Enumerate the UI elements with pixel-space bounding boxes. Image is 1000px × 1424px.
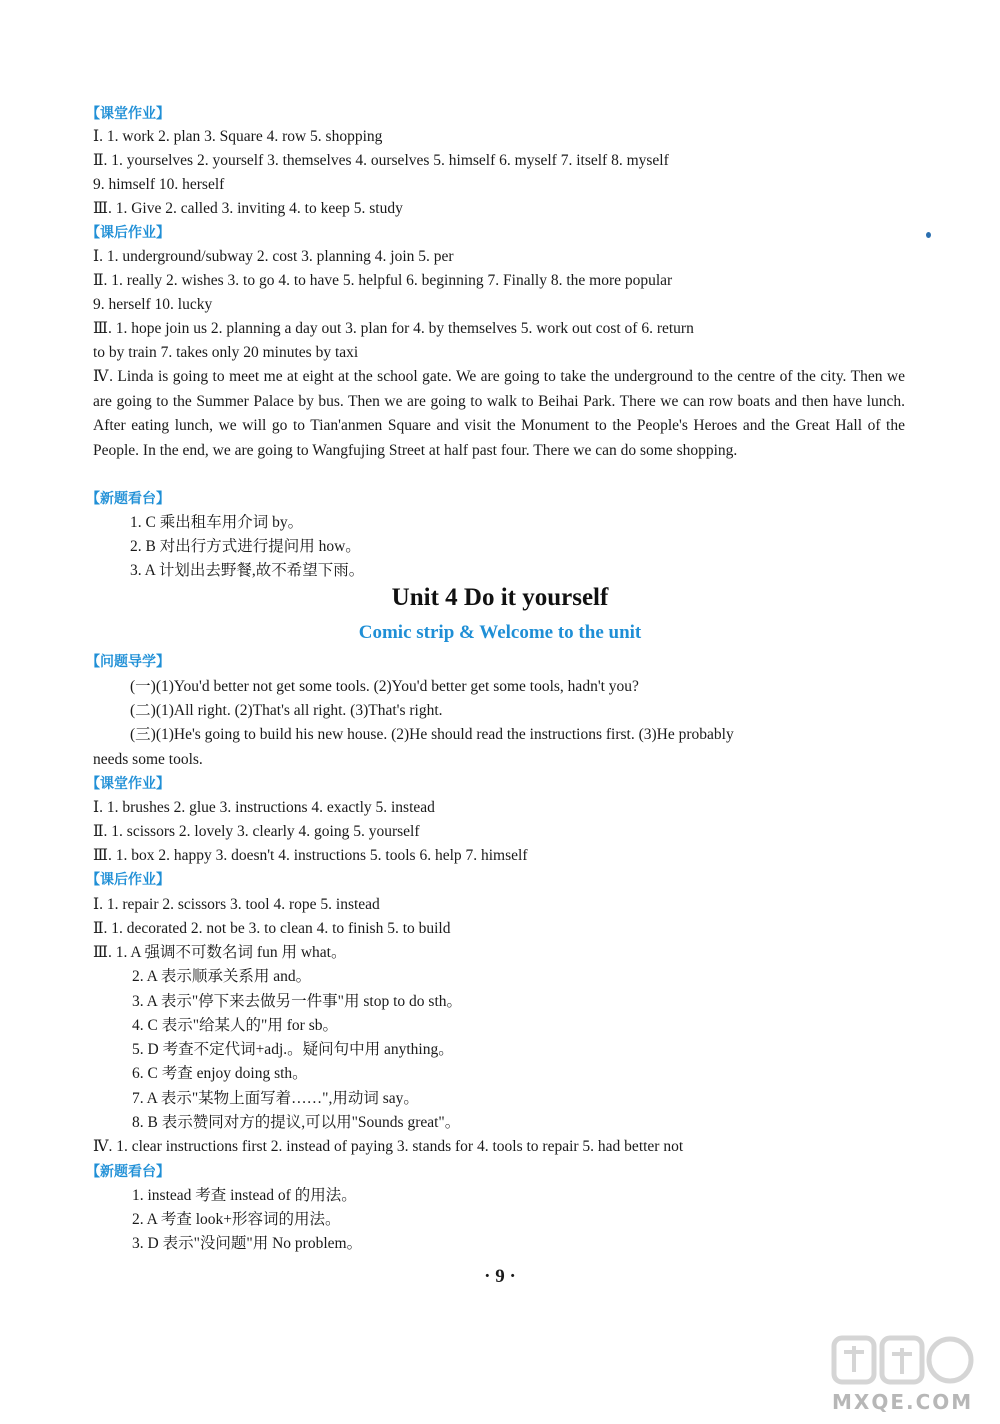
answer-line: Ⅲ. 1. Give 2. called 3. inviting 4. to keep 5. study xyxy=(93,200,403,217)
answer-line: 7. A 表示"某物上面写着……",用动词 say。 xyxy=(132,1090,419,1107)
answer-line: 9. himself 10. herself xyxy=(93,176,225,193)
answer-line: (一)(1)You'd better not get some tools. (2)You'd better get some tools, hadn't you? xyxy=(130,678,639,695)
answer-line: 1. C 乘出租车用介词 by。 xyxy=(130,514,304,531)
page-number: · 9 · xyxy=(484,1266,516,1287)
answer-line: 5. D 考查不定代词+adj.。疑问句中用 anything。 xyxy=(132,1041,454,1058)
section-header-classwork: 【课堂作业】 xyxy=(86,776,170,792)
section-header-new-questions: 【新题看台】 xyxy=(86,491,170,507)
unit-subtitle: Comic strip & Welcome to the unit xyxy=(358,622,642,643)
section-header-classwork: 【课堂作业】 xyxy=(86,106,170,122)
answer-line: 2. A 考查 look+形容词的用法。 xyxy=(132,1211,341,1228)
section-header-homework: 【课后作业】 xyxy=(86,872,170,888)
watermark-text: MXQE.COM xyxy=(832,1390,974,1414)
section-header-new-questions: 【新题看台】 xyxy=(86,1164,170,1180)
answer-line: Ⅱ. 1. yourselves 2. yourself 3. themselves 4. ourselves 5. himself 6. myself 7. itself 8. myself xyxy=(93,152,669,169)
answer-line: Ⅱ. 1. scissors 2. lovely 3. clearly 4. going 5. yourself xyxy=(93,823,420,840)
answer-line: 3. A 表示"停下来去做另一件事"用 stop to do sth。 xyxy=(132,993,462,1010)
section-header-homework: 【课后作业】 xyxy=(86,225,170,241)
ink-dot-mark xyxy=(926,232,931,238)
answer-line: Ⅰ. 1. brushes 2. glue 3. instructions 4. exactly 5. instead xyxy=(93,799,435,816)
section-header-guide: 【问题导学】 xyxy=(86,654,170,670)
answer-line: Ⅲ. 1. box 2. happy 3. doesn't 4. instructions 5. tools 6. help 7. himself xyxy=(93,847,528,864)
answer-line: Ⅳ. 1. clear instructions first 2. instead of paying 3. stands for 4. tools to repair 5. had better not xyxy=(93,1138,684,1155)
answer-line: (二)(1)All right. (2)That's all right. (3)That's right. xyxy=(130,702,443,719)
answer-line: Ⅲ. 1. A 强调不可数名词 fun 用 what。 xyxy=(93,944,347,961)
answer-line: 6. C 考查 enjoy doing sth。 xyxy=(132,1065,308,1082)
answer-line: Ⅲ. 1. hope join us 2. planning a day out 3. plan for 4. by themselves 5. work out cost of 6. return xyxy=(93,320,694,337)
answer-line: (三)(1)He's going to build his new house. (2)He should read the instructions first. (3)He probably xyxy=(130,726,734,743)
answer-line: Ⅰ. 1. underground/subway 2. cost 3. planning 4. join 5. per xyxy=(93,248,454,265)
answer-line: Ⅱ. 1. decorated 2. not be 3. to clean 4. to finish 5. to build xyxy=(93,920,451,937)
answer-line: Ⅰ. 1. repair 2. scissors 3. tool 4. rope 5. instead xyxy=(93,896,380,913)
answer-line: 8. B 表示赞同对方的提议,可以用"Sounds great"。 xyxy=(132,1114,461,1131)
answer-line: needs some tools. xyxy=(93,751,203,768)
answer-line: 2. B 对出行方式进行提问用 how。 xyxy=(130,538,361,555)
unit-title: Unit 4 Do it yourself xyxy=(391,584,609,611)
answer-line: 9. herself 10. lucky xyxy=(93,296,213,313)
answer-line: Ⅰ. 1. work 2. plan 3. Square 4. row 5. shopping xyxy=(93,128,383,145)
answer-line: to by train 7. takes only 20 minutes by taxi xyxy=(93,344,359,361)
answer-line: 2. A 表示顺承关系用 and。 xyxy=(132,968,312,985)
writing-paragraph: Ⅳ. Linda is going to meet me at eight at the school gate. We are going to take the underground to the centre of the city. Then we are going to the Summer Palace by bus. Then we are going to walk to Beihai Park. There we can row boats and then have lunch. After eating lunch, we will go to Tian'anmen Square and visit the Monument to the People's Heroes and the Great Hall of the People. In the end, we are going to Wangfujing Street at half past four. There we can do some shopping. xyxy=(93,368,905,459)
answer-line: 4. C 表示"给某人的"用 for sb。 xyxy=(132,1017,338,1034)
answer-line: 3. D 表示"没问题"用 No problem。 xyxy=(132,1235,363,1252)
answer-line: 3. A 计划出去野餐,故不希望下雨。 xyxy=(130,562,365,579)
answer-line: 1. instead 考查 instead of 的用法。 xyxy=(132,1187,357,1204)
answer-line: Ⅱ. 1. really 2. wishes 3. to go 4. to have 5. helpful 6. beginning 7. Finally 8. the more popular xyxy=(93,272,673,289)
